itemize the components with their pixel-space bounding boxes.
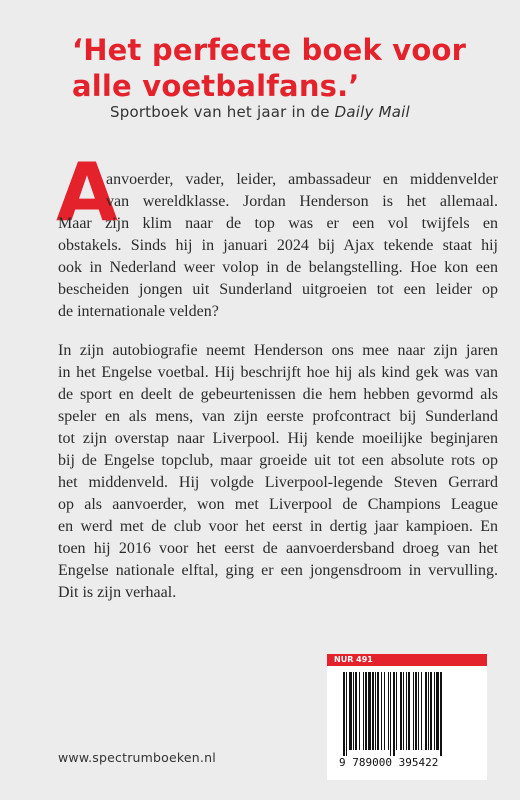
barcode xyxy=(327,666,487,780)
barcode-bar xyxy=(408,672,410,750)
barcode-bar xyxy=(396,672,397,750)
quote-attribution xyxy=(110,103,510,121)
cover-quote xyxy=(72,32,492,104)
barcode-bar xyxy=(346,672,347,756)
barcode-bar xyxy=(390,672,391,756)
text-line: en werd met de club voor het eerst in dertig jaar kampioen. En xyxy=(58,518,498,535)
attribution-source: Daily Mail xyxy=(334,103,410,121)
text-line: ook in Nederland weer volop in de belangstelling. Hoe kon een xyxy=(58,259,498,276)
barcode-bar xyxy=(434,672,435,750)
barcode-bar xyxy=(359,672,360,750)
barcode-bar xyxy=(415,672,417,750)
text-line: het middenveld. Hij volgde Liverpool-legende Steven Gerrard xyxy=(58,474,498,491)
barcode-bar xyxy=(375,672,376,750)
barcode-bar xyxy=(406,672,407,750)
publisher-website: www.spectrumboeken.nl xyxy=(58,750,216,765)
barcode-bar xyxy=(363,672,364,750)
barcode-bar xyxy=(393,672,395,756)
barcode-bar xyxy=(430,672,432,750)
text-line: Maar zijn klim naar de top was er een vol twijfels en xyxy=(58,215,498,232)
barcode-bar xyxy=(418,672,419,750)
barcode-bar xyxy=(421,672,422,750)
barcode-bar xyxy=(353,672,354,750)
blurb-paragraph-2 xyxy=(58,340,498,604)
text-line: Dit is zijn verhaal. xyxy=(58,584,177,601)
barcode-bar xyxy=(413,672,414,750)
barcode-bar xyxy=(381,672,382,750)
barcode-bar xyxy=(388,672,389,750)
text-line: speler en als mens, van zijn eerste profcontract bij Sunderland xyxy=(58,408,498,425)
barcode-bar xyxy=(355,672,357,750)
text-line: bij de Engelse topclub, maar groeide uit tot een absolute rots op xyxy=(58,452,498,469)
text-line: bescheiden jongen uit Sunderland uitgroeien tot een leider op xyxy=(58,281,498,298)
isbn-number: 9 789000 395422 xyxy=(339,756,439,769)
attribution-prefix: Sportboek van het jaar in de xyxy=(110,103,335,121)
text-line: Engelse nationale elftal, ging er een jongensdroom in vervulling. xyxy=(58,562,498,579)
text-line: toen hij 2016 voor het eerst de aanvoerdersband droeg van het xyxy=(58,540,498,557)
blurb-paragraph-1 xyxy=(58,169,498,323)
barcode-bar xyxy=(425,672,427,750)
text-line: In zijn autobiografie neemt Henderson ons mee naar zijn jaren xyxy=(58,342,498,359)
drop-cap: A xyxy=(56,146,118,239)
barcode-bar xyxy=(372,672,374,750)
barcode-bar xyxy=(384,672,385,750)
barcode-bar xyxy=(377,672,379,750)
barcode-bar xyxy=(343,672,345,756)
barcode-bar xyxy=(368,672,371,750)
text-line: van wereldklasse. Jordan Henderson is het allemaal. xyxy=(106,193,498,210)
barcode-bar xyxy=(365,672,367,750)
barcode-bar xyxy=(403,672,404,750)
text-line: de sport en deelt de gebeurtenissen die hem hebben gevormd als xyxy=(58,386,498,403)
text-line: obstakels. Sinds hij in januari 2024 bij Ajax tekende staat hij xyxy=(58,237,498,254)
text-line: op als aanvoerder, won met Liverpool de Champions League xyxy=(58,496,498,513)
barcode-bars xyxy=(339,672,479,756)
text-line: tot zijn overstap naar Liverpool. Hij kende moeilijke beginjaren xyxy=(58,430,498,447)
barcode-bar xyxy=(436,672,439,750)
quote-line-2: alle voetbalfans.’ xyxy=(72,69,360,103)
quote-line-1: ‘Het perfecte boek voor xyxy=(72,33,467,67)
barcode-bar xyxy=(440,672,442,756)
barcode-bar xyxy=(349,672,352,750)
barcode-bar xyxy=(400,672,402,750)
text-line: in het Engelse voetbal. Hij beschrijft hoe hij als kind gek was van xyxy=(58,364,498,381)
barcode-bar xyxy=(428,672,429,750)
nur-label: NUR 491 xyxy=(327,654,487,666)
text-line: anvoerder, vader, leider, ambassadeur en middenvelder xyxy=(106,171,498,188)
text-line: de internationale velden? xyxy=(58,303,219,320)
